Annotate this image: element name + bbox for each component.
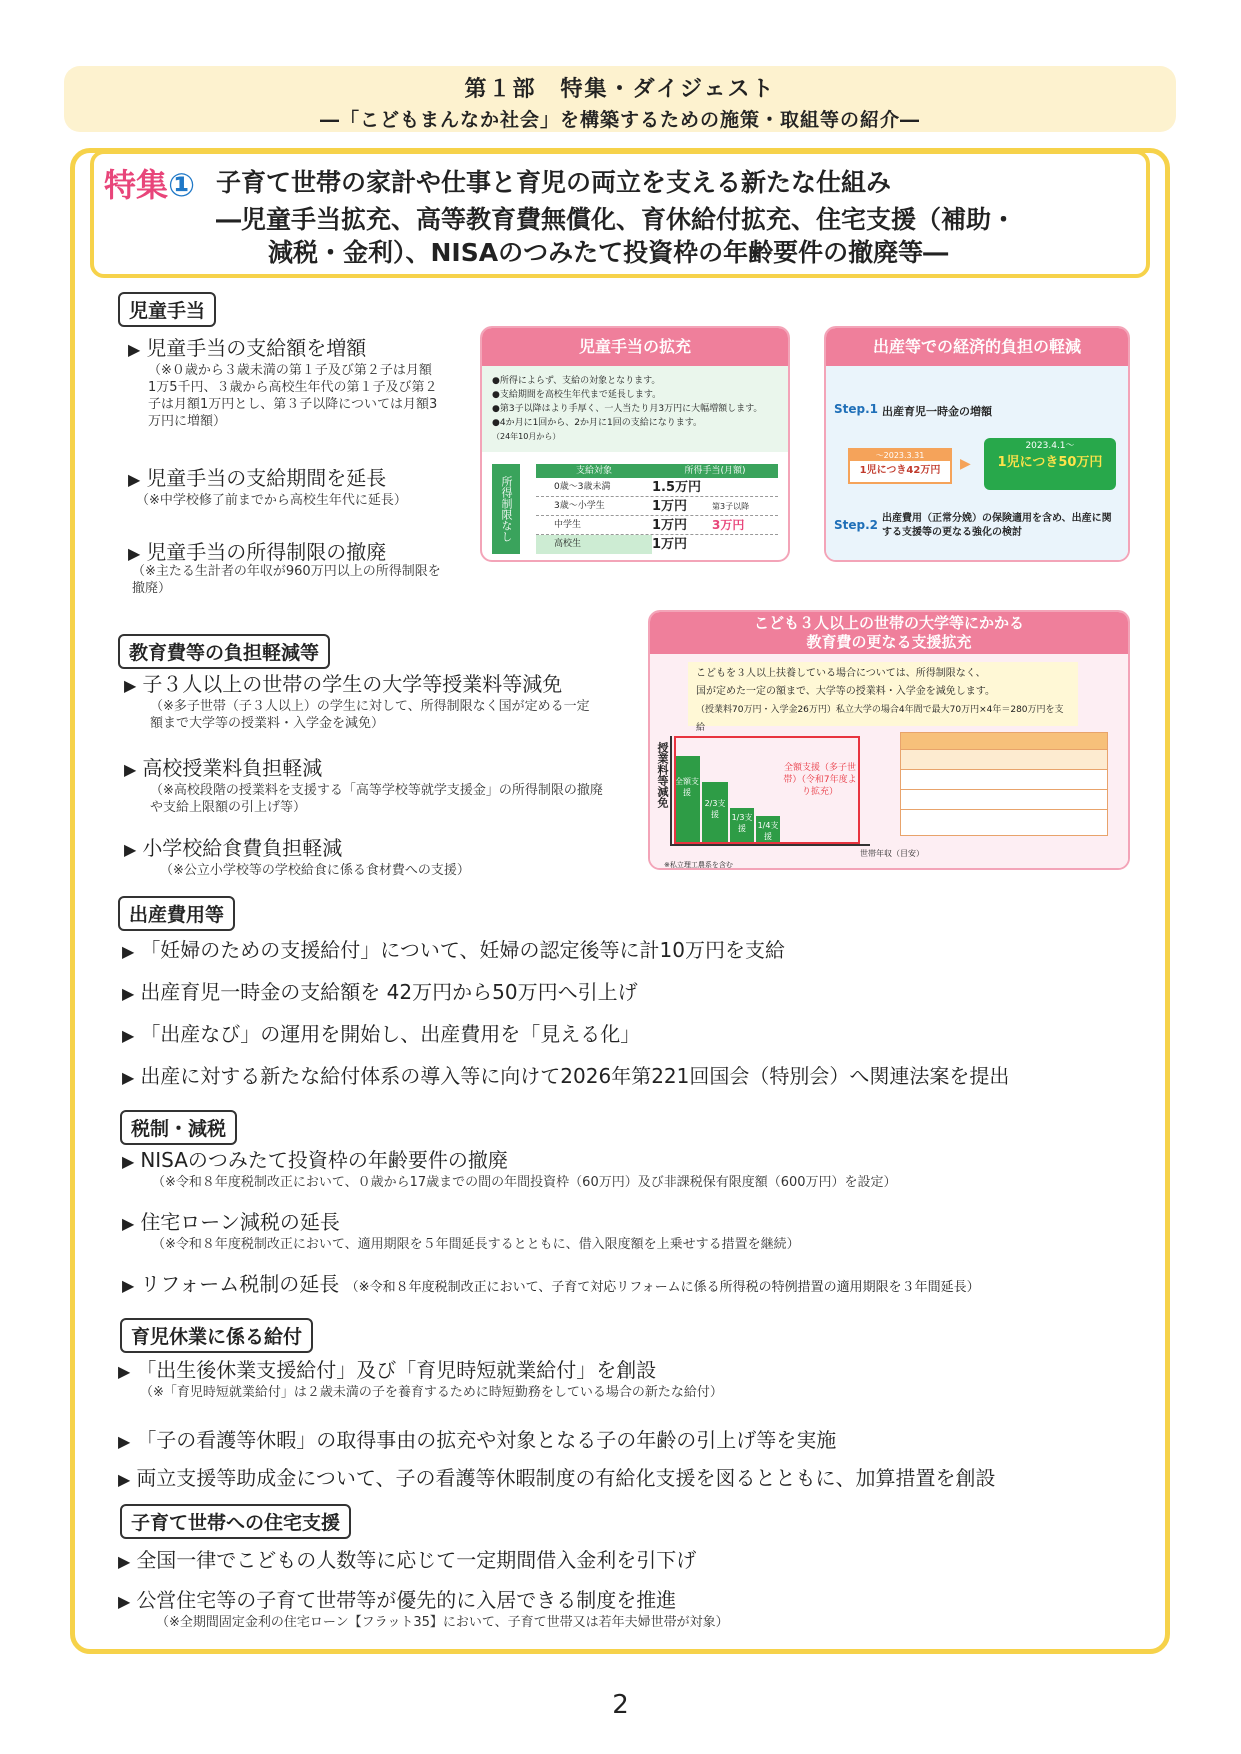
table-row: 高校生 1万円 bbox=[536, 535, 778, 554]
section-title-birth: 出産費用等 bbox=[118, 896, 235, 931]
feature-number: ① bbox=[168, 166, 196, 204]
step-bar: 1/3支援 bbox=[730, 808, 754, 844]
panel-university-support bbox=[648, 610, 1130, 870]
page-number: 2 bbox=[612, 1690, 629, 1720]
list-item: ▶ 児童手当の支給額を増額 bbox=[128, 336, 367, 360]
step-bar: 1/4支援 bbox=[756, 816, 780, 844]
footnote: ※私立理工農系を含む bbox=[664, 861, 733, 869]
note: （※「育児時短就業給付」は２歳未満の子を養育するために時短勤務をしている場合の新たな給付） bbox=[140, 1385, 723, 1400]
list-item: ▶ 子３人以上の世帯の学生の大学等授業料等減免 bbox=[124, 672, 563, 696]
header-band bbox=[64, 66, 1176, 132]
feature-label-text: 特集 bbox=[104, 166, 169, 204]
arrow-icon: ▶ bbox=[960, 456, 971, 472]
list-item: ▶ 小学校給食費負担軽減 bbox=[124, 836, 343, 860]
feature-title: 子育て世帯の家計や仕事と育児の両立を支える新たな仕組み bbox=[216, 168, 892, 197]
feature-label bbox=[104, 160, 195, 206]
table-row: 中学生 1万円 3万円 bbox=[536, 516, 778, 535]
note: （※中学校修了前までから高校生年代に延長） bbox=[136, 493, 407, 508]
note: （※令和８年度税制改正において、０歳から17歳までの間の年間投資枠（60万円）及び非課税保有限度額（600万円）を設定） bbox=[152, 1175, 897, 1190]
allowance-table: 支給対象 所得手当(月額) 0歳～3歳未満 1.5万円 3歳～小学生 1万円 第3子以降 中学生 1万円 3万円 高校生 1万円 bbox=[536, 464, 778, 554]
panel-title: こども３人以上の世帯の大学等にかかる 教育費の更なる支援拡充 bbox=[650, 612, 1128, 654]
list-item: ▶ 児童手当の支給期間を延長 bbox=[128, 466, 387, 490]
part-title: 第１部 特集・ダイジェスト bbox=[464, 77, 776, 102]
panel-title: 出産等での経済的負担の軽減 bbox=[826, 328, 1128, 366]
part-subtitle: ―「こどもまんなか社会」を構築するための施策・取組等の紹介― bbox=[319, 109, 920, 131]
note: （※全期間固定金利の住宅ローン【フラット35】において、子育て世帯又は若年夫婦世帯が対象） bbox=[156, 1615, 729, 1630]
list-item: ▶ 出産育児一時金の支給額を 42万円から50万円へ引上げ bbox=[122, 980, 638, 1004]
feature-subtitle-1: ―児童手当拡充、高等教育費無償化、育休給付拡充、住宅支援（補助・ bbox=[216, 205, 1017, 234]
note: （※令和８年度税制改正において、適用期限を５年間延長するとともに、借入限度額を上乗せする措置を継続） bbox=[152, 1237, 800, 1252]
section-title-child-allowance: 児童手当 bbox=[118, 292, 216, 327]
note: （※主たる生計者の年収が960万円以上の所得制限を撤廃） bbox=[132, 564, 441, 596]
note: （※０歳から３歳未満の第１子及び第２子は月額1万5千円、３歳から高校生年代の第１子及び第２子は月額1万円とし、第３子以降については月額3万円に増額） bbox=[148, 363, 438, 429]
section-title-education: 教育費等の負担軽減等 bbox=[118, 634, 330, 669]
no-income-limit-tag: 所得制限なし bbox=[492, 464, 520, 554]
feature-subtitle-2: 減税・金利）、NISAのつみたて投資枠の年齢要件の撤廃等― bbox=[268, 238, 949, 267]
list-item: ▶ 出産に対する新たな給付体系の導入等に向けて2026年第221回国会（特別会）へ関連法案を提出 bbox=[122, 1064, 1010, 1088]
list-item: ▶ 全国一律でこどもの人数等に応じて一定期間借入金利を引下げ bbox=[118, 1548, 697, 1572]
step-bar: 全額支援 bbox=[674, 756, 700, 844]
list-item: ▶ 住宅ローン減税の延長 bbox=[122, 1210, 340, 1234]
university-description: こどもを３人以上扶養している場合については、所得制限なく、 国が定めた一定の額まで、大学等の授業料・入学金を減免します。 （授業料70万円・入学金26万円）私立大学の場合4年間で最大70万円×4年＝280万円を支給 bbox=[688, 662, 1078, 726]
panel-bullets: ●所得によらず、支給の対象となります。 ●支給期間を高校生年代まで延長します。 ●第3子以降はより手厚く、一人当たり月3万円に大幅増額します。 ●4か月に1回から、2か月に1回の支給になります。 （24年10月から） bbox=[482, 366, 788, 452]
list-item: ▶ 両立支援等助成金について、子の看護等休暇制度の有給化支援を図るとともに、加算措置を創設 bbox=[118, 1466, 996, 1490]
before-amount-box: ～2023.3.31 1児につき42万円 bbox=[848, 448, 952, 484]
note: （※高校段階の授業料を支援する「高等学校等就学支援金」の所得制限の撤廃や支給上限額の引上げ等） bbox=[150, 783, 603, 815]
list-item: ▶ 公営住宅等の子育て世帯等が優先的に入居できる制度を推進 bbox=[118, 1588, 677, 1612]
panel-title: 児童手当の拡充 bbox=[482, 328, 788, 366]
list-item: ▶ 「妊婦のための支援給付」について、妊婦の認定後等に計10万円を支給 bbox=[122, 938, 785, 962]
list-item: ▶ 「出生後休業支援給付」及び「育児時短就業給付」を創設 bbox=[118, 1358, 657, 1382]
list-item: ▶ 「出産なび」の運用を開始し、出産費用を「見える化」 bbox=[122, 1022, 641, 1046]
panel-child-allowance bbox=[480, 326, 790, 562]
section-title-housing: 子育て世帯への住宅支援 bbox=[120, 1504, 351, 1539]
section-title-childcare-leave: 育児休業に係る給付 bbox=[120, 1318, 313, 1353]
list-item: ▶ リフォーム税制の延長 （※令和８年度税制改正において、子育て対応リフォームに係る所得税の特例措置の適用期限を３年間延長） bbox=[122, 1272, 980, 1296]
panel-birth-support: 出産等での経済的負担の軽減 Step.1 出産育児一時金の増額 ～2023.3.31 1児につき42万円 ▶ 2023.4.1～ 1児につき50万円 Step.2 出産費用（正常分娩）の保険適用を含め、出産に関する支援等の更なる強化の検討 bbox=[824, 326, 1130, 562]
table-row: 3歳～小学生 1万円 第3子以降 bbox=[536, 497, 778, 516]
note: （※多子世帯（子３人以上）の学生に対して、所得制限なく国が定める一定額まで大学等の授業料・入学金を減免） bbox=[150, 699, 590, 731]
list-item: ▶ 「子の看護等休暇」の取得事由の拡充や対象となる子の年齢の引上げ等を実施 bbox=[118, 1428, 837, 1452]
list-item: ▶ 高校授業料負担軽減 bbox=[124, 756, 323, 780]
table-row: 0歳～3歳未満 1.5万円 bbox=[536, 478, 778, 497]
after-amount-box: 2023.4.1～ 1児につき50万円 bbox=[984, 438, 1116, 490]
x-axis-label: 世帯年収（目安） bbox=[860, 849, 924, 858]
list-item: ▶ 児童手当の所得制限の撤廃 bbox=[128, 540, 387, 564]
list-item: ▶ NISAのつみたて投資枠の年齢要件の撤廃 bbox=[122, 1148, 508, 1172]
full-support-label: 全額支援（多子世帯）（令和7年度より拡充） bbox=[783, 763, 857, 797]
y-axis-label: 授業料等減免 bbox=[656, 742, 669, 808]
step-bar: 2/3支援 bbox=[702, 782, 728, 844]
eligibility-table bbox=[900, 732, 1108, 836]
section-title-tax: 税制・減税 bbox=[120, 1110, 237, 1145]
note: （※公立小学校等の学校給食に係る食材費への支援） bbox=[160, 863, 470, 878]
